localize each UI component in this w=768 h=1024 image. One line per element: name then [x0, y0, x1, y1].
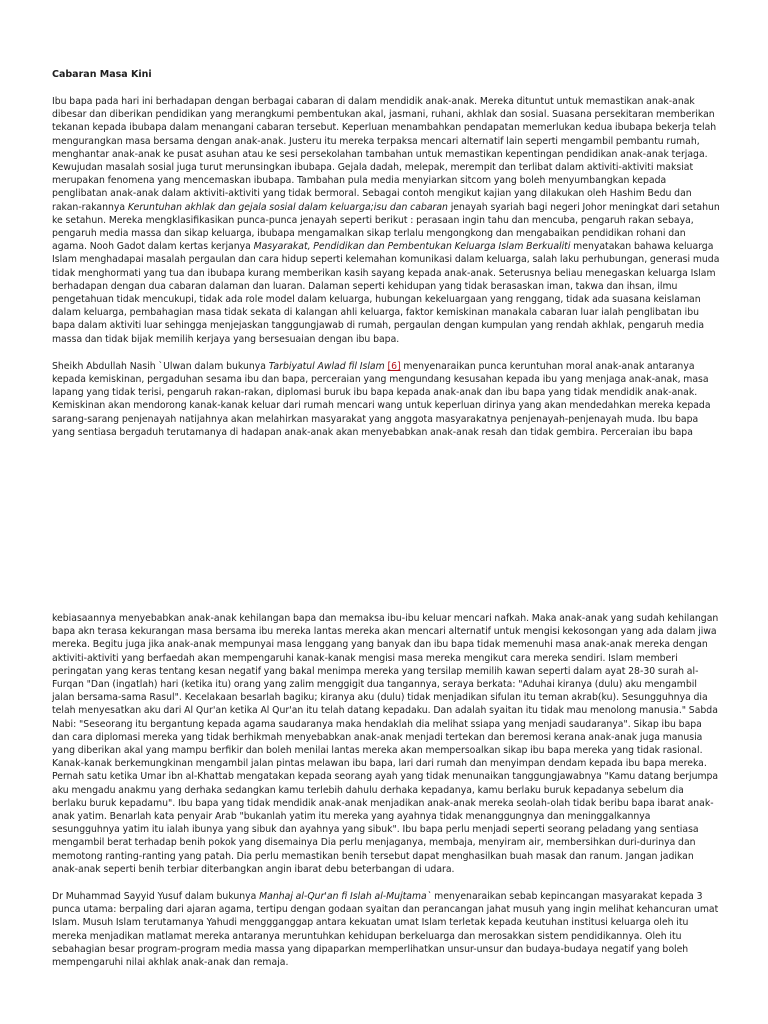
footnote-link[interactable]: [6]	[387, 360, 401, 372]
citation-title: Tarbiyatul Awlad fil Islam	[268, 360, 385, 372]
section-heading: Cabaran Masa Kini	[52, 69, 152, 80]
paragraph-continuation: kebiasaannya menyebabkan anak-anak kehilangan bapa dan memaksa ibu-ibu keluar mencari nafkah. Maka anak-anak yang sudah kehilangan bapa akn terasa kekurangan masa bersama ibu mereka lantas mereka akan mencari alternatif untuk mengisi kekosongan yang ada dalam jiwa mereka. Begitu juga jika anak-anak mempunyai masa lenggang yang banyak dan ibu bapa tidak memenuhi masa anak-anak mereka dengan aktiviti-aktiviti yang berfaedah akan mempengaruhi kanak-kanak mengisi masa mereka mengikut cara mereka sendiri. Islam memberi peringatan yang keras tentang kesan negatif yang bakal menimpa mereka yang tersilap memilih kawan seperti dalam ayat 28-30 surah al-Furqan "Dan (ingatlah) hari (ketika itu) orang yang zalim menggigit dua tangannya, seraya berkata: "Aduhai kiranya (dulu) aku mengambil jalan bersama-sama Rasul". Kecelakaan besarlah bagiku; kiranya aku (dulu) tidak menjadikan sifulan itu teman akrab(ku). Sesungguhnya dia telah menyesatkan aku dari Al Qur'an ketika Al Qur'an itu telah datang kepadaku. Dan adalah syaitan itu tidak mau menolong manusia." Sabda Nabi: "Seseorang itu bergantung kepada agama saudaranya maka hendaklah dia melihat ssiapa yang menjadi saudaranya". Sikap ibu bapa dan cara diplomasi mereka yang tidak berhikmah menyebabkan anak-anak menjadi tertekan dan beremosi kerana anak-anak juga manusia yang diberikan akal yang mampu berfikir dan boleh menilai lantas mereka akan mempersoalkan sikap ibu bapa mereka yang tidak rasional. Kanak-kanak berkemungkinan mengambil jalan pintas melawan ibu bapa, lari dari rumah dan menyimpan dendam kepada ibu bapa mereka. Pernah satu ketika Umar ibn al-Khattab mengatakan kepada seorang ayah yang tidak menunaikan tanggungjawabnya "Kamu datang berjumpa aku mengadu anakmu yang derhaka sedangkan kamu terlebih dahulu derhaka kepadanya, kamu berlaku buruk kepadanya sebelum dia berlaku buruk kepadamu". Ibu bapa yang tidak mendidik anak-anak menjadikan anak-anak mereka seolah-olah tidak beribu bapa ibarat anak-anak yatim. Benarlah kata penyair Arab "bukanlah yatim itu mereka yang ayahnya tidak menanggungnya dan meninggalkannya sesungguhnya yatim itu ialah ibunya yang sibuk dan ayahnya yang sibuk". Ibu bapa perlu menjadi seperti seorang peladang yang sentiasa mengambil berat terhadap benih pokok yang disemainya Dia perlu menjaganya, membaja, menyiram air, membersihkan duri-durinya dan memotong ranting-ranting yang patah. Dia perlu memastikan benih tersebut dapat menghasilkan buah masak dan ranum. Jangan jadikan anak-anak seperti benih terbiar diterbangkan angin ibarat debu beterbangan di udara.	[52, 613, 719, 875]
paragraph-moral-decline	[52, 360, 720, 439]
paragraph-text: menyenaraikan sebab kepincangan masyarakat kepada 3 punca utama: berpaling dari ajaran agama, tertipu dengan godaan syaitan dan perancangan jahat musuh yang ingin melihat kehancuran umat Islam. Musuh Islam terutamanya Yahudi menggganggap antara kekuatan umat Islam terletak kepada keutuhan institusi keluarga oleh itu mereka menjadikan matlamat mereka antaranya meruntuhkan kehidupan berkeluarga dan merosakkan sistem pendidikannya. Oleh itu sebahagian besar program-program media massa yang dipaparkan memperlihatkan unsur-unsur dan budaya-budaya negatif yang boleh mempengaruhi nilai akhlak anak-anak dan remaja.	[52, 891, 719, 969]
paragraph-text: menyenaraikan punca keruntuhan moral anak-anak antaranya kepada kemiskinan, pergaduhan sesama ibu dan bapa, perceraian yang mengundang kesusahan kepada ibu yang menjaga anak-anak, masa lapang yang tidak terisi, pengaruh rakan-rakan, diplomasi buruk ibu bapa kepada anak-anak dan ibu bapa yang tidak mendidik anak-anak. Kemiskinan akan mendorong kanak-kanak keluar dari rumah mencari wang untuk keperluan dirinya yang akan mendedahkan mereka kepada sarang-sarang penjenayah natijahnya akan melahirkan masyarakat yang anggota masyarakatnya penjenayah-penjenayah muda. Ibu bapa yang sentiasa bergaduh terutamanya di hadapan anak-anak akan menyebabkan anak-anak resah dan tidak gembira. Perceraian ibu bapa	[52, 360, 711, 438]
paragraph-text: menyatakan bahawa keluarga Islam menghadapai masalah pergaulan dan cara hidup seperti kelemahan komunikasi dalam keluarga, salah laku perhubungan, generasi muda tidak menghormati yang tua dan ibubapa kurang memberikan kasih sayang kepada anak-anak. Seterusnya beliau menegaskan keluarga Islam berhadapan dengan dua cabaran dalaman dan luaran. Dalaman seperti kehidupan yang tidak berasaskan iman, takwa dan ihsan, ilmu pengetahuan tidak mencukupi, tidak ada role model dalam keluarga, hubungan kekeluargaan yang renggang, tidak ada suasana keislaman dalam keluarga, pembahagian masa tidak sekata di kalangan ahli keluarga, faktor kemiskinan manakala cabaran luar ialah penglibatan ibu bapa dalam aktiviti luar sehingga menjejaskan tanggungjawab di rumah, pergaulan dengan kumpulan yang rendah akhlak, pengaruh media massa dan tidak bijak memilih kerjaya yang bersesuaian dengan ibu bapa.	[52, 241, 720, 345]
paragraph-text: Sheikh Abdullah Nasih `Ulwan dalam bukunya	[52, 360, 269, 372]
citation-title: Keruntuhan akhlak dan gejala sosial dalam keluarga;isu dan cabaran	[127, 201, 448, 213]
page-bottom-section	[52, 612, 720, 969]
citation-title: Masyarakat, Pendidikan dan Pembentukan Keluarga Islam Berkualiti	[253, 241, 571, 253]
paragraph-challenges	[52, 95, 720, 346]
citation-title: Manhaj al-Qur'an fi Islah al-Mujtama`	[259, 891, 432, 903]
paragraph-text: Dr Muhammad Sayyid Yusuf dalam bukunya	[52, 891, 260, 903]
page-top-section	[52, 68, 720, 439]
paragraph-text: jenayah syariah bagi negeri Johor meningkat dari setahun ke setahun. Mereka mengklasifikasikan punca-punca jenayah seperti berikut : perasaan ingin tahu dan mencuba, pengaruh rakan sebaya, pengaruh media massa dan sikap keluarga, ibubapa mengamalkan sikap terlalu mengongkong dan mengabaikan pendidikan rohani dan agama. Nooh Gadot dalam kertas kerjanya	[52, 201, 720, 253]
paragraph-text: Ibu bapa pada hari ini berhadapan dengan berbagai cabaran di dalam mendidik anak-anak. Mereka dituntut untuk memastikan anak-anak dibesar dan diberikan pendidikan yang merangkumi pembentukan akal, jasmani, ruhani, akhlak dan sosial. Suasana persekitaran memberikan tekanan kepada ibubapa dalam menangani cabaran tersebut. Keperluan menambahkan pendapatan memerlukan kedua ibubapa bekerja telah mengurangkan masa bersama dengan anak-anak. Justeru itu mereka terpaksa mencari alternatif lain seperti mengambil pembantu rumah, menghantar anak-anak ke pusat asuhan atau ke sesi persekolahan tambahan untuk memastikan kepentingan pendidikan anak-anak terjaga. Kewujudan masalah sosial juga turut merunsingkan ibubapa. Gejala dadah, melepak, merempit dan terlibat dalam aktiviti-aktiviti maksiat merupakan fenomena yang mencemaskan ibubapa. Tambahan pula media menyiarkan sitcom yang boleh menyumbangkan kepada penglibatan anak-anak dalam aktiviti-aktiviti yang tidak bermoral. Sebagai contoh mengikut kajian yang dilakukan oleh Hashim Bedu dan rakan-rakannya	[52, 96, 717, 213]
paragraph-society-causes	[52, 890, 720, 969]
